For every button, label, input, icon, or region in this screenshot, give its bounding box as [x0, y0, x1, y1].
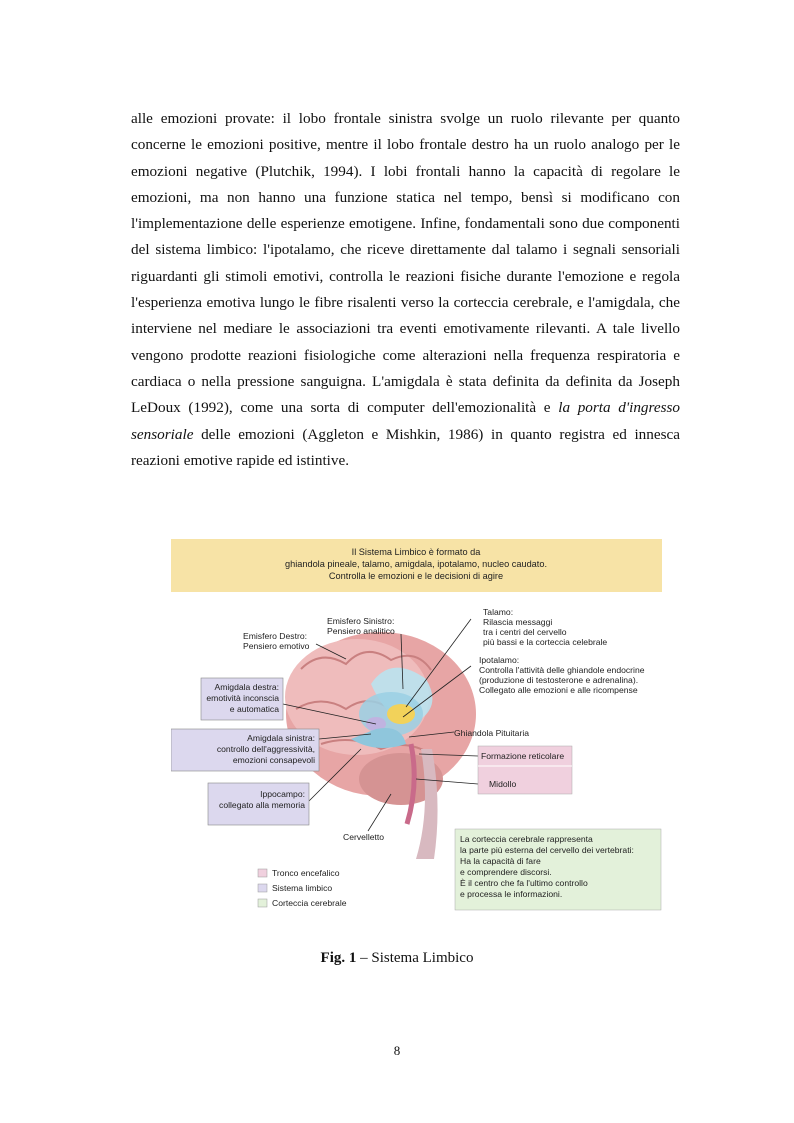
- figure-legend: [258, 868, 347, 908]
- svg-text:Ippocampo:: Ippocampo:: [260, 789, 305, 799]
- svg-text:Cervelletto: Cervelletto: [343, 832, 385, 842]
- svg-text:controllo dell'aggressività,: controllo dell'aggressività,: [216, 744, 315, 754]
- svg-text:Amigdala destra:: Amigdala destra:: [214, 682, 279, 692]
- svg-text:Emisfero Sinistro:: Emisfero Sinistro:: [327, 616, 395, 626]
- svg-text:Ha la capacità di fare: Ha la capacità di fare: [460, 856, 541, 866]
- svg-text:Sistema limbico: Sistema limbico: [272, 883, 333, 893]
- svg-text:emotività inconscia: emotività inconscia: [206, 693, 279, 703]
- svg-text:collegato alla memoria: collegato alla memoria: [219, 800, 305, 810]
- svg-text:La corteccia cerebrale rappres: La corteccia cerebrale rappresenta: [460, 834, 593, 844]
- svg-text:la parte più esterna del cerve: la parte più esterna del cervello dei vertebrati:: [460, 845, 634, 855]
- italic-phrase: la porta d'ingresso sensoriale: [131, 399, 681, 443]
- svg-text:Controlla l'attività delle ghi: Controlla l'attività delle ghiandole endocrine: [479, 665, 645, 675]
- svg-text:Rilascia messaggi: Rilascia messaggi: [483, 617, 553, 627]
- svg-text:(produzione di testosterone e: (produzione di testosterone e adrenalina).: [479, 675, 639, 685]
- svg-text:e comprendere discorsi.: e comprendere discorsi.: [460, 867, 552, 877]
- limbic-system-figure: [171, 539, 662, 914]
- svg-text:Ghiandola Pituitaria: Ghiandola Pituitaria: [454, 728, 530, 738]
- svg-text:Talamo:: Talamo:: [483, 607, 514, 617]
- page-number: 8: [393, 1043, 401, 1058]
- svg-text:Amigdala sinistra:: Amigdala sinistra:: [247, 733, 315, 743]
- svg-text:Formazione reticolare: Formazione reticolare: [481, 751, 565, 761]
- svg-text:Il Sistema Limbico è formato d: Il Sistema Limbico è formato da: [351, 547, 481, 557]
- svg-text:Controlla le emozioni e le dec: Controlla le emozioni e le decisioni di agire: [328, 571, 504, 581]
- svg-text:Ipotalamo:: Ipotalamo:: [479, 655, 520, 665]
- svg-text:ghiandola pineale, talamo, ami: ghiandola pineale, talamo, amigdala, ipotalamo, nucleo caudato.: [284, 559, 548, 569]
- svg-text:È il centro che fa l'ultimo co: È il centro che fa l'ultimo controllo: [460, 878, 588, 888]
- body-paragraph: alle emozioni provate: il lobo frontale sinistra svolge un ruolo rilevante per quanto concerne le emozioni positive, mentre il lobo frontale destro ha un ruolo analogo per le emozioni negative (Plutchik, 1994). I lobi frontali hanno la capacità di regolare le emozioni, ma non hanno una funzione statica nel tempo, bensì si modificano con l'implementazione delle esperienze emotigene. Infine, fondamentali sono due componenti del sistema limbico: l'ipotalamo, che riceve direttamente dal talamo i segnali sensoriali riguardanti gli stimoli emotivi, controlla le reazioni fisiche durante l'emozione e regola l'esperienza emotiva lungo le fibre risalenti verso la corteccia cerebrale, e l'amigdala, che interviene nel mediare le associazioni tra eventi emotivamente rilevanti. A tale livello vengono prodotte reazioni fisiologiche come alterazioni nella frequenza respiratoria e cardiaca o nella pressione sanguigna. L'amigdala è stata definita da definita da Joseph LeDoux (1992), come una sorta di computer dell'emozionalità e la porta d'ingresso sensoriale delle emozioni (Aggleton e Mishkin, 1986) in quanto registra ed innesca reazioni emotive rapide ed istintive.: [131, 110, 681, 469]
- svg-text:Corteccia cerebrale: Corteccia cerebrale: [272, 898, 347, 908]
- svg-text:più bassi e la corteccia celeb: più bassi e la corteccia celebrale: [483, 637, 608, 647]
- svg-text:Emisfero Destro:: Emisfero Destro:: [243, 631, 307, 641]
- svg-text:tra i centri del cervello: tra i centri del cervello: [483, 627, 567, 637]
- svg-text:Tronco encefalico: Tronco encefalico: [272, 868, 340, 878]
- svg-text:e automatica: e automatica: [229, 704, 279, 714]
- figure-caption: Fig. 1 – Sistema Limbico: [320, 950, 474, 966]
- svg-text:emozioni consapevoli: emozioni consapevoli: [232, 755, 315, 765]
- svg-text:Pensiero analitico: Pensiero analitico: [327, 626, 395, 636]
- svg-text:Collegato alle emozioni e alle: Collegato alle emozioni e alle ricompense: [479, 685, 638, 695]
- svg-text:e processa le informazioni.: e processa le informazioni.: [460, 889, 563, 899]
- svg-text:Pensiero emotivo: Pensiero emotivo: [243, 641, 310, 651]
- svg-text:Midollo: Midollo: [489, 779, 517, 789]
